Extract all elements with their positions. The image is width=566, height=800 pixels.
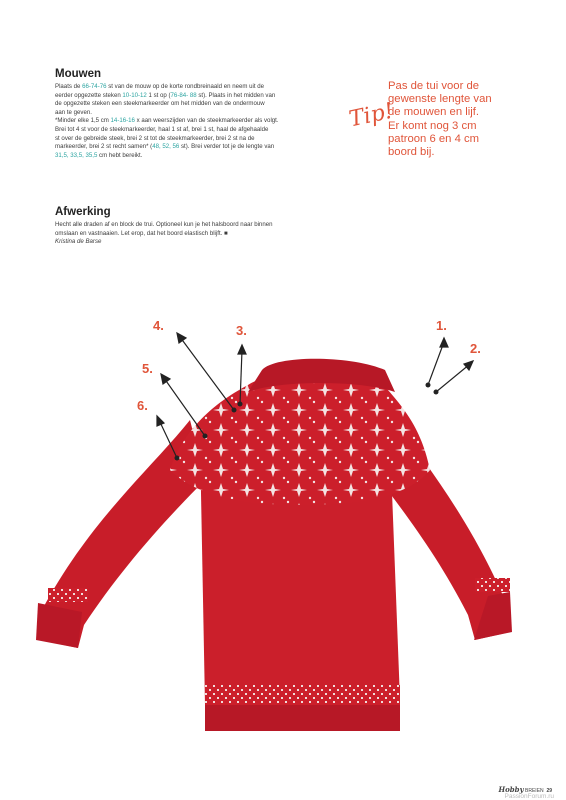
text-line: 31,5, 33,5, 35,5 cm hebt bereikt.	[55, 151, 143, 159]
text-line: eerder opgezette steken 10-10-12 1 st op (76-84- 88 st). Plaats in het midden van	[55, 91, 276, 99]
size-values: 48, 52, 56	[152, 143, 180, 151]
text-line: markeerder, brei 2 st recht samen* (48, 52, 56 st). Brei verder tot je de lengte van	[55, 143, 275, 151]
text-line: Plaats de 66-74-76 st van de mouw op de korte rondbreinaald en neem uit de	[55, 83, 265, 90]
tip-line: patroon 6 en 4 cm	[388, 132, 480, 145]
signature: Kristina de Barse	[55, 238, 102, 246]
text-line: omslaan en vastnaaien. Let erop, dat het boord elastisch blijft. ■	[55, 229, 228, 237]
annotation-3: 3.	[236, 323, 247, 338]
tip-line: Pas de tui voor de	[388, 80, 480, 92]
tip-line: boord bij.	[388, 146, 435, 159]
watermark: PassionForum.ru	[504, 793, 554, 800]
brand-logo: Hobby	[498, 785, 524, 794]
annotation-1: 1.	[436, 318, 447, 333]
text-line: aan te geven.	[55, 108, 92, 116]
size-values: 76-84- 88	[170, 91, 197, 99]
text-line: de opgezette steken een steekmarkeerder om het midden van de ondermouw	[55, 100, 265, 108]
text-line: *Minder elke 1,5 cm 14-16-16 x aan weerszijden van de steekmarkeerder als volgt.	[55, 117, 279, 125]
annotation-4: 4.	[153, 318, 164, 333]
annotation-5: 5.	[142, 361, 153, 376]
text-line: Hecht alle draden af en block de trui. Optioneel kun je het halsboord naar binnen	[55, 221, 273, 228]
tip-line: de mouwen en lijf.	[388, 106, 480, 119]
text-line: Brei tot 4 st voor de steekmarkeerder, haal 1 st af, brei 1 st, haal de afgehaalde	[55, 125, 269, 133]
tip-label: Tip!	[346, 98, 396, 133]
tip-line: gewenste lengte van	[388, 93, 492, 106]
annotation-2: 2.	[470, 341, 481, 356]
text-line: st over de gebreide steek, brei 2 st tot de steekmarkeerder, brei 2 st na de	[55, 134, 255, 142]
size-values: 66-74-76	[82, 83, 107, 90]
page-number: 29	[546, 788, 552, 794]
size-values: 31,5, 33,5, 35,5	[55, 151, 98, 159]
size-values: 14-16-16	[110, 117, 135, 125]
section-heading: Mouwen	[55, 68, 101, 80]
section-heading: Afwerking	[55, 206, 111, 218]
tip-line: Er komt nog 3 cm	[388, 119, 477, 132]
size-values: 10-10-12	[122, 91, 147, 99]
annotation-6: 6.	[137, 398, 148, 413]
brand-sub: BREIEN	[525, 788, 544, 794]
